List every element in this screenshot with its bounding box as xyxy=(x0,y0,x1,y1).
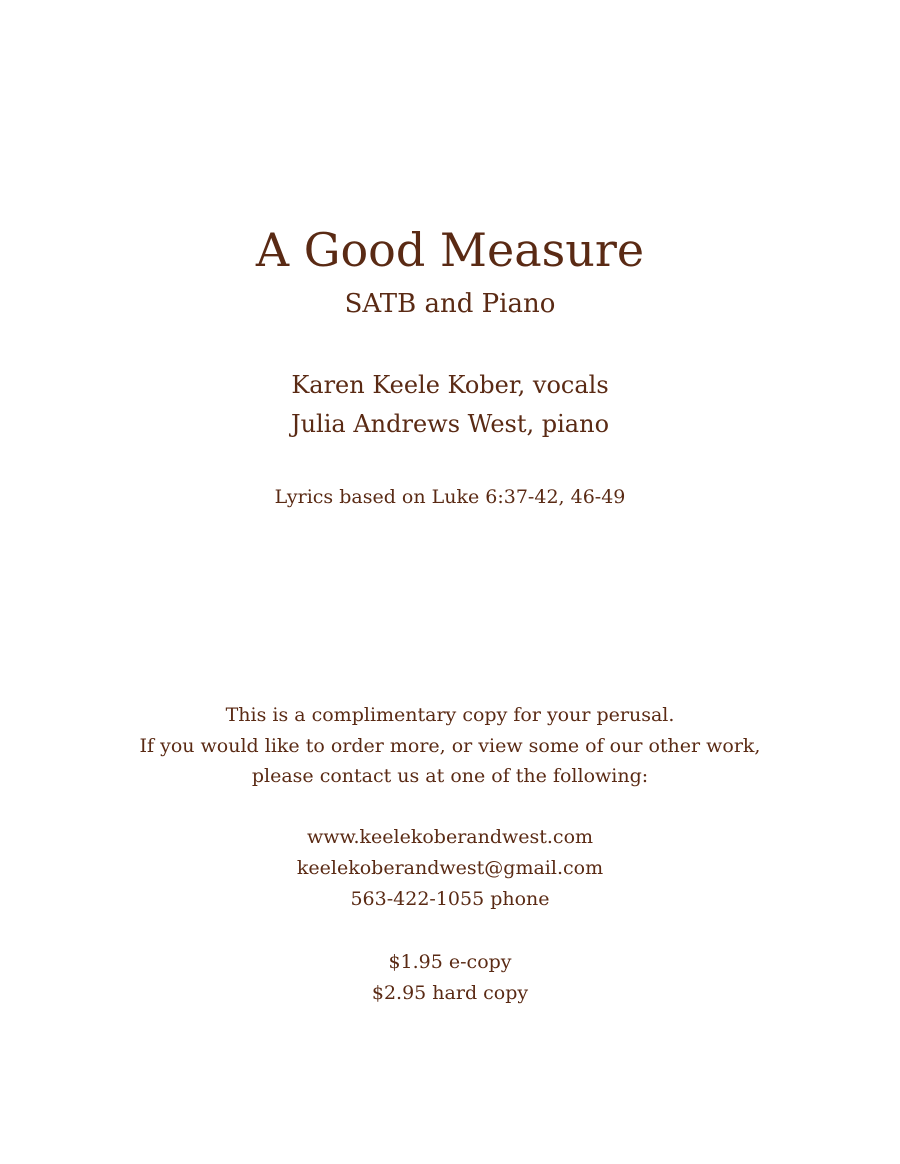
email-link[interactable]: keelekoberandwest@gmail.com xyxy=(296,857,604,879)
price-hardcopy: $2.95 hard copy xyxy=(371,982,529,1004)
credit-piano: Julia Andrews West, piano xyxy=(290,410,610,438)
credit-vocals: Karen Keele Kober, vocals xyxy=(291,371,609,399)
notice-line: This is a complimentary copy for your perusal. xyxy=(225,704,675,726)
notice-line: please contact us at one of the following: xyxy=(251,765,649,787)
page-subtitle: SATB and Piano xyxy=(344,289,556,319)
lyrics-note: Lyrics based on Luke 6:37-42, 46-49 xyxy=(274,486,626,508)
price-ecopy: $1.95 e-copy xyxy=(388,951,512,973)
notice-line: If you would like to order more, or view some of our other work, xyxy=(139,735,761,757)
phone-number: 563-422-1055 phone xyxy=(350,888,550,910)
page-title: A Good Measure xyxy=(255,223,645,277)
website-link[interactable]: www.keelekoberandwest.com xyxy=(306,826,594,848)
